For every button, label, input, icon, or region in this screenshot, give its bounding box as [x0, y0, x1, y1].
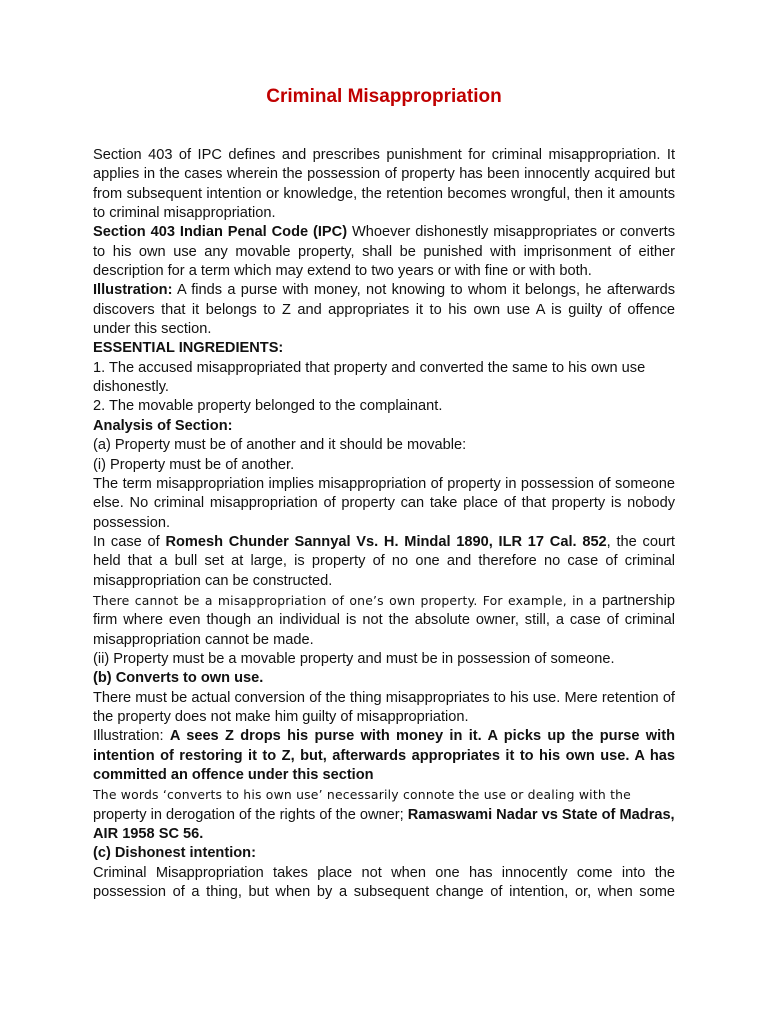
section-403-lead: Section 403 Indian Penal Code (IPC)	[93, 224, 348, 241]
illustration-lead: Illustration:	[93, 282, 173, 299]
page-title: Criminal Misappropriation	[266, 86, 502, 107]
case-paragraph	[93, 533, 675, 591]
ingredients-heading: ESSENTIAL INGREDIENTS:	[93, 340, 284, 357]
analysis-heading: Analysis of Section:	[93, 417, 233, 434]
words-paragraph	[93, 785, 675, 844]
words-rest: property in derogation of the rights of the owner;	[93, 806, 408, 823]
intro-paragraph: Section 403 of IPC defines and prescribes punishment for criminal misappropriation. It applies in the cases wherein the possession of property has been innocently acquired but from subsequent intention or knowledge, the retention becomes wrongful, then it amounts to criminal misappropriation.	[93, 147, 675, 222]
own-property-alt: There cannot be a misappropriation of one’s own property. For example, in a	[93, 592, 597, 608]
analysis-b: (b) Converts to own use.	[93, 670, 264, 687]
section-403-paragraph	[93, 223, 675, 281]
illustration-paragraph	[93, 281, 675, 339]
conversion-paragraph: There must be actual conversion of the thing misappropriates to his use. Mere retention of the property does not make him guilty of misappropriation.	[93, 689, 675, 725]
words-alt: The words ‘converts to his own use’ necessarily connote the use or dealing with the	[93, 787, 632, 803]
own-property-rest: partnership firm where even though an individual is not the absolute owner, still, a case of criminal misappropriation cannot be made.	[93, 592, 675, 648]
case-post: , the court held that a bull set at large, is property of no one and therefore no case of criminal misappropriation can be constructed.	[93, 533, 675, 589]
illustration-2-lead: Illustration:	[93, 728, 170, 745]
illustration-2-paragraph	[93, 727, 675, 785]
analysis-a-i: (i) Property must be of another.	[93, 456, 295, 473]
term-paragraph: The term misappropriation implies misappropriation of property in possession of someone else. No criminal misappropriation of property can take place of that property is nobody possession.	[93, 475, 675, 531]
analysis-a: (a) Property must be of another and it should be movable:	[93, 437, 467, 454]
ingredient-2: 2. The movable property belonged to the complainant.	[93, 398, 443, 415]
case-pre: In case of	[93, 533, 166, 550]
own-property-paragraph	[93, 591, 675, 650]
words-case: Ramaswami Nadar vs State of Madras, AIR 1958 SC 56.	[93, 806, 675, 843]
case-citation: Romesh Chunder Sannyal Vs. H. Mindal 1890, ILR 17 Cal. 852	[165, 533, 607, 550]
analysis-a-ii: (ii) Property must be a movable property and must be in possession of someone.	[93, 650, 615, 667]
analysis-c: (c) Dishonest intention:	[93, 845, 256, 862]
illustration-2-text: A sees Z drops his purse with money in it. A picks up the purse with intention of restoring it to Z, but, afterwards appropriates it to his own use. A has committed an offence under this section	[93, 728, 675, 783]
section-403-text: Whoever dishonestly misappropriates or converts to his own use any movable property, shall be punished with imprisonment of either description for a term which may extend to two years or with fine or with both.	[93, 224, 675, 280]
illustration-text: A finds a purse with money, not knowing to whom it belongs, he afterwards discovers that it belongs to Z and appropriates it to his own use A is guilty of offence under this section.	[93, 282, 675, 338]
ingredient-1: 1. The accused misappropriated that property and converted the same to his own use dishonestly.	[93, 359, 646, 396]
last-paragraph: Criminal Misappropriation takes place not when one has innocently come into the possession of a thing, but when by a subsequent change of intention, or, when some	[93, 864, 675, 901]
document-body	[93, 146, 675, 902]
